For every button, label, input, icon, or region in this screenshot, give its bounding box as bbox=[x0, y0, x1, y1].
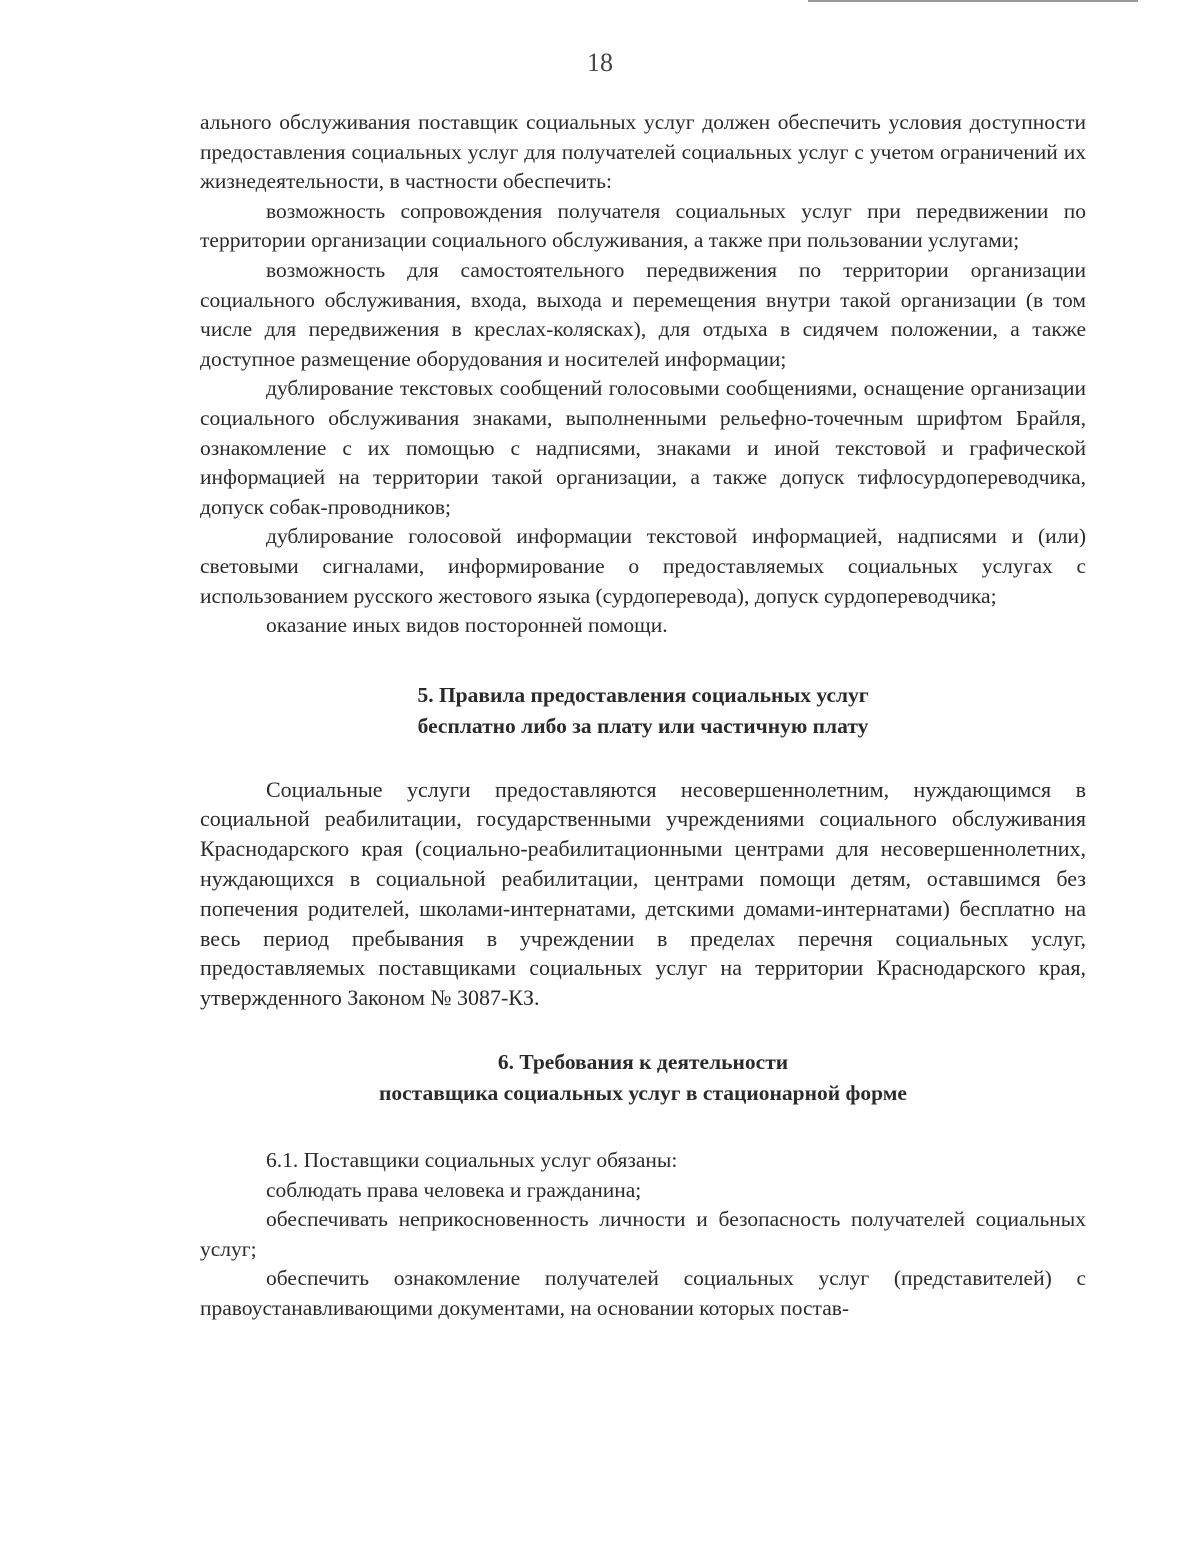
section-6-item-intro: 6.1. Поставщики социальных услуг обязаны: bbox=[266, 1148, 678, 1173]
section-5-heading-line-2: бесплатно либо за плату или частичную плату bbox=[417, 713, 869, 738]
paragraph-continuation: ального обслуживания поставщик социальных услуг должен обеспечить условия доступности предоставления социальных услуг для получателей социальных услуг с учетом ограничений их жизнедеятельности, в частности обеспечить: bbox=[200, 110, 1086, 194]
document-page bbox=[200, 108, 1086, 1324]
paragraph-text-duplication: дублирование текстовых сообщений голосовыми сообщениями, оснащение организации социального обслуживания знаками, выполненными рельефно-точечным шрифтом Брайля, ознакомление с их помощью с надписями, знаками и иной текстовой и графической информацией на территории такой организации, а также допуск тифлосурдопереводчика, допуск собак-проводников; bbox=[200, 376, 1086, 519]
section-6-item-familiarization: обеспечить ознакомление получателей социальных услуг (представителей) с правоустанавливающими документами, на основании которых постав- bbox=[200, 1266, 1086, 1321]
section-5-heading bbox=[200, 680, 1086, 742]
paragraph-escort: возможность сопровождения получателя социальных услуг при передвижении по территории организации социального обслуживания, а также при пользовании услугами; bbox=[200, 198, 1086, 253]
section-6-heading-line-1: 6. Требования к деятельности bbox=[497, 1050, 789, 1075]
section-6-heading bbox=[200, 1047, 1086, 1109]
section-5-heading-line-1: 5. Правила предоставления социальных услуг bbox=[417, 682, 869, 707]
section-5-body: Социальные услуги предоставляются несовершеннолетним, нуждающимся в социальной реабилитации, государственными учреждениями социального обслуживания Краснодарского края (социально-реабилитационными центрами для несовершеннолетних, нуждающихся в социальной реабилитации, центрами помощи детям, оставшимся без попечения родителей, школами-интернатами, детскими домами-интернатами) бесплатно на весь период пребывания в учреждении в пределах перечня социальных услуг, предоставляемых поставщиками социальных услуг на территории Краснодарского края, утвержденного Законом № 3087-КЗ. bbox=[200, 776, 1086, 1011]
top-edge-rule bbox=[808, 0, 1138, 7]
paragraph-voice-duplication: дублирование голосовой информации текстовой информацией, надписями и (или) световыми сигналами, информирование о предоставляемых социальных услугах с использованием русского жестового языка (сурдоперевода), допуск сурдопереводчика; bbox=[200, 524, 1086, 608]
section-6-item-rights: соблюдать права человека и гражданина; bbox=[266, 1177, 642, 1202]
paragraph-independent-movement: возможность для самостоятельного передвижения по территории организации социального обслуживания, входа, выхода и перемещения внутри такой организации (в том числе для передвижения в креслах-колясках), для отдыха в сидячем положении, а также доступное размещение оборудования и носителей информации; bbox=[200, 257, 1086, 371]
paragraph-other-assistance: оказание иных видов посторонней помощи. bbox=[266, 613, 668, 638]
section-6-item-safety: обеспечивать неприкосновенность личности и безопасность получателей социальных услуг; bbox=[200, 1207, 1086, 1261]
page-number: 18 bbox=[587, 48, 613, 77]
section-6-heading-line-2: поставщика социальных услуг в стационарной форме bbox=[379, 1081, 907, 1106]
